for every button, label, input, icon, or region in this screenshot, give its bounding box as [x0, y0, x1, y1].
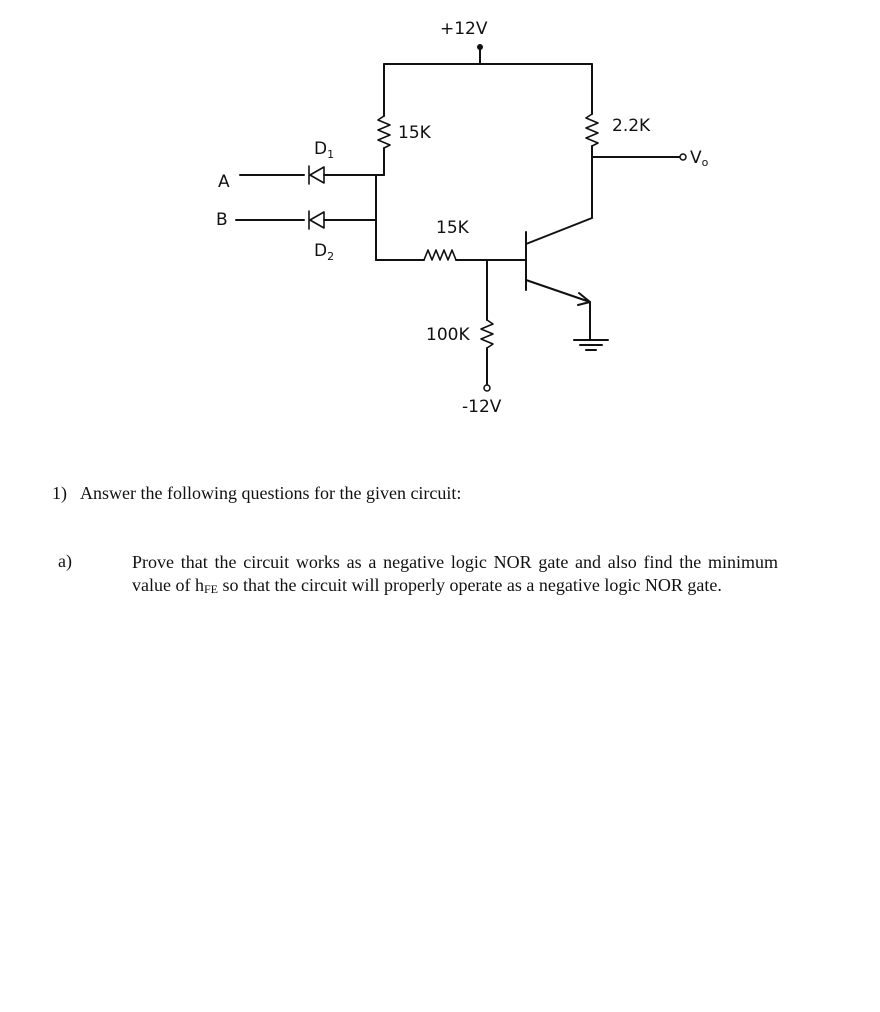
output-label: Vo [690, 148, 709, 169]
transistor-emitter [526, 280, 590, 302]
question-1 [52, 483, 461, 504]
input-b-label: B [216, 210, 228, 230]
collector-resistor-label: 2.2K [612, 116, 651, 136]
base-resistor-label: 15K [436, 218, 469, 238]
input-resistor-label: 15K [398, 123, 431, 143]
part-a-subscript: FE [203, 582, 218, 596]
diode-d1-symbol [310, 167, 324, 183]
input-a-label: A [218, 172, 230, 192]
collector-resistor-2-2k [586, 114, 598, 146]
pulldown-resistor-label: 100K [426, 325, 470, 345]
part-a-text-1: Prove that the circuit works as a negative logic NOR gate and also find the minimum value of h [132, 552, 778, 595]
circuit-diagram [0, 0, 880, 470]
question-prompt: Answer the following questions for the given circuit: [80, 483, 462, 503]
supply-negative-terminal [484, 385, 490, 391]
supply-negative-label: -12V [462, 397, 502, 417]
input-resistor-15k [378, 116, 390, 148]
supply-positive-label: +12V [440, 19, 488, 39]
part-a-text [132, 551, 778, 601]
diode-d2-symbol [310, 212, 324, 228]
supply-positive-terminal [477, 44, 483, 50]
diode-d1-label: $D_1$ [314, 139, 335, 161]
transistor-collector [526, 218, 592, 244]
part-a-label: a) [58, 551, 72, 571]
question-number: 1) [52, 483, 67, 503]
output-terminal [680, 154, 686, 160]
base-resistor-15k [424, 250, 456, 260]
part-a-text-2: so that the circuit will properly operate as a negative logic NOR gate. [218, 575, 722, 595]
pulldown-resistor-100k [481, 320, 493, 348]
diode-d2-label: $D_2$ [314, 241, 335, 263]
